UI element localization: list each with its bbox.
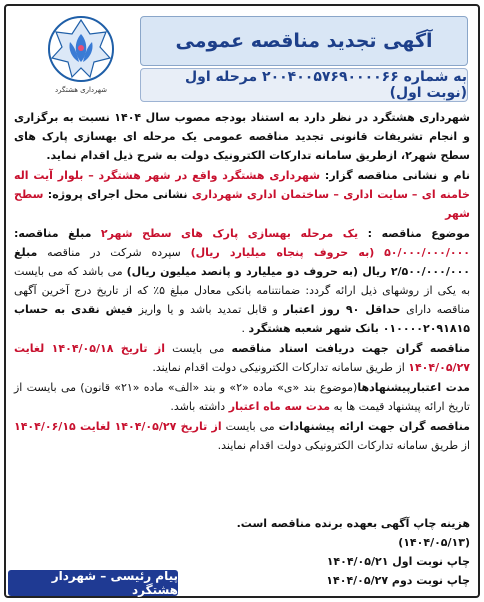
notice-body [14,108,470,590]
bids-text-2: از طریق سامانه تدارکات الکترونیکی دولت اقدام نمایند. [217,439,470,452]
amount-value: ۵۰/۰۰۰/۰۰۰/۰۰۰ [384,246,470,259]
project-location: سطح شهر [14,188,470,220]
intro-paragraph: شهرداری هشتگرد در نظر دارد به استناد بودجه مصوب سال ۱۴۰۴ نسبت به برگزاری و انجام تشریفات قانونی تجدید مناقصه عمومی یک مرحله ای بهسازی پارک های سطح شهر۲، ازطریق سامانه تدارکات الکترونیک دولت به شرح ذیل اقدام نماید. [14,111,470,162]
subject-paragraph [14,224,470,338]
tenderer-paragraph [14,166,470,223]
title-banner [140,16,468,66]
deposit-text: سپرده شرکت در مناقصه [37,246,191,259]
documents-text-2: از طریق سامانه تدارکات الکترونیکی دولت اقدام نمایند. [152,361,409,374]
guarantee-validity: حداقل ۹۰ روز اعتبار [283,303,401,316]
publication-dates [180,514,470,590]
documents-paragraph [14,339,470,377]
documents-dates: از تاریخ ۱۴۰۴/۰۵/۱۸ لغایت ۱۴۰۴/۰۵/۲۷ [14,342,470,374]
bids-paragraph [14,417,470,455]
deposit-amount: مبلغ ۲/۵۰۰/۰۰۰/۰۰۰ ریال (به حروف دو میلیارد و پانصد میلیون ریال) [14,246,471,278]
second-print-date: چاپ نوبت دوم ۱۴۰۴/۰۵/۲۷ [326,574,470,587]
validity-period: مدت سه ماه اعتبار [228,400,331,413]
ad-cost-note: هزینه چاپ آگهی بعهده برنده مناقصه است.(۱۴۰۴/۰۵/۱۳) [236,517,470,549]
bids-label: مناقصه گران جهت ارائه پیشنهادات [278,420,470,433]
project-location-label: نشانی محل اجرای پروژه: [47,188,192,201]
validity-text: (موضوع بند «ی» ماده «۲» و بند «الف» ماده «۲۱» قانون) می بایست از تاریخ ارائه پیشنهاد قیمت ها به [14,381,470,413]
deposit-text-4: . [241,322,249,335]
notice-number: به شماره ۲۰۰۴۰۰۵۷۶۹۰۰۰۰۶۶ مرحله اول (نوبت اول) [184,69,467,101]
amount-label: مبلغ مناقصه: [14,227,101,240]
documents-label: مناقصه گران جهت دریافت اسناد مناقصه [231,342,471,355]
notice-title: آگهی تجدید مناقصه عمومی [175,30,433,52]
amount-words: (به حروف پنجاه میلیارد ریال) [190,246,375,259]
logo-emblem-icon [46,14,116,84]
subject-label: موضوع مناقصه : [367,227,470,240]
municipality-logo [28,14,134,106]
validity-paragraph [14,378,470,416]
mayor-name: پیام رئیسی – شهردار هشتگرد [51,569,178,597]
first-print-date: چاپ نوبت اول ۱۴۰۴/۰۵/۲۱ [326,555,470,568]
tenderer-label: نام و نشانی مناقصه گزار: [324,169,471,182]
documents-text: می بایست [165,342,232,355]
tenderer-address: شهرداری هشتگرد واقع در شهر هشتگرد – بلوار آیت اله خامنه ای – [14,169,470,201]
deposit-text-3: و قابل تمدید باشد و یا واریز [132,303,284,316]
bids-dates: از تاریخ ۱۴۰۴/۰۵/۲۷ لغایت ۱۴۰۴/۰۶/۱۵ [14,420,222,433]
validity-text-2: داشته باشد. [170,400,229,413]
bids-text: می بایست [221,420,279,433]
notice-header [10,8,474,108]
validity-label: مدت اعتبارپیشنهادها [357,381,470,394]
tenderer-address-2: سایت اداری – ساختمان اداری شهرداری [191,188,408,201]
deposit-text-2: می باشد که می بایست به یکی از روشهای ذیل ارائه گردد: ضمانتنامه بانکی معادل مبلغ ۵٪ که از تاریخ درج آخرین آگهی مناقصه دارای [14,265,470,316]
bank-account: فیش نقدی به حساب ۰۱۰۰۰۰۲۰۹۱۸۱۵ بانک شهر شعبه هشتگرد [14,303,470,335]
subject-value: یک مرحله بهسازی پارک های سطح شهر۲ [100,227,368,240]
mayor-signature-banner [8,570,178,596]
logo-caption: شهرداری هشتگرد [55,86,107,94]
subtitle-banner [140,68,468,102]
